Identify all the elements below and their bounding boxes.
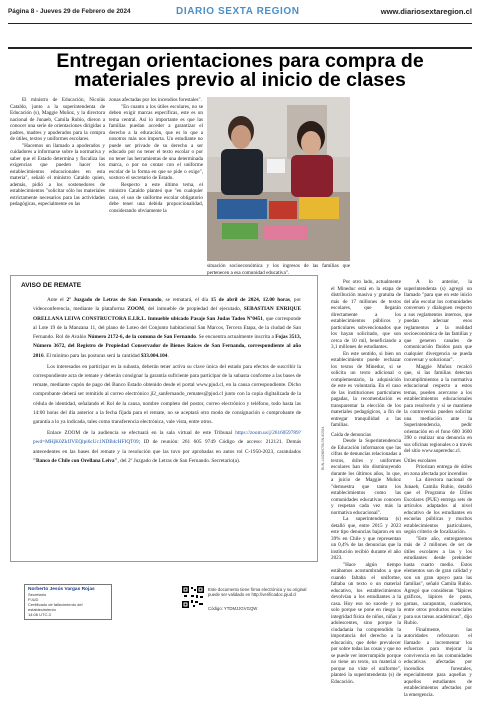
article-column-1	[10, 97, 105, 267]
article-paragraph: Maggie Muñoz recalcó que, si las familias detectan incumplimientos a la normativa educacional respecto a estos temas, pueden acercarse a los establecimientos educacionales para resolverlo y si se mantiene la controversia pueden solicitar una mediación ante la Superintendencia, pedir orientación en el fono 600 3600 390 o realizar una denuncia en sus oficinas regionales o a través del sitio www.supereduc.cl.	[404, 363, 472, 454]
article-paragraph: "En cuanto a los útiles escolares, no se deben exigir marcas específicas, este es un tema central. Así lo importante es que las familias puedan acceder a garantizar el derecho a la educación, que es lo que a nosotros más nos importa. Un estudiante no puede ser privado de su derecho a ser educado por no tener el texto escolar o por no tener las herramientas de una determinada marca, o por no contar con el uniforme escolar de la forma en que se pide o exige", sostuvo el secretario de Estado.	[109, 103, 203, 181]
article-paragraph: A lo anterior, la superintendenta (s) agregó un llamado "para que en este inicio del año escolar los comunidades conversen y dialoguen respecto a sus reglamentos internos, que puedan adecuar esos reglamentos a la realidad socioeconómica de las familias y que generen canales de comunicación fluidos para que cualquier divergencia se pueda conversar y solucionar".	[404, 279, 472, 363]
article-paragraph: El ministro de Educación, Nicolás Cataldo, junto a la superintendenta de Educación (s), Maggie Muñoz, y la directora nacional de Junaeb, Camila Rubio, dieron a conocer una serie de orientaciones dirigidas a padres, madres y apoderados para la compra de útiles, textos y uniformes escolares.	[10, 97, 105, 142]
qr-code-icon	[182, 586, 204, 608]
article-column-4	[404, 279, 472, 698]
notice-body	[33, 296, 301, 468]
article-paragraph: Por otro lado, actualmente el Mineduc está en la etapa de distribución masiva y gratuita de más de 17 millones de textos escolares, que llegarán directamente a los establecimientos públicos y particulares subvencionados que los hayan solicitado, que son cerca de 10 mil, beneficiando a 3,1 millones de estudiantes.	[331, 279, 401, 350]
article-paragraph: Respecto a este último tema, el ministro Cataldo planteó que "en cualquier caso, el uso de uniforme escolar obligatorio debe tener una debida proporcionalidad, considerando obviamente la	[109, 181, 203, 214]
notice-paragraph: Enlace ZOOM de la audiencia se efectuará en la sala virtual de este Tribunal https://zoom.us/j/2616059789?pwd=MHjK0ZkfJVEQlpi6cUc1NDB4cHFIQT09; ID de reunión: 261 605 9749 Código de acceso: 212121. Demás antecedentes en las bases del remate y la resolución que las tuvo por aprobadas en autos rol C-1950-2023, caratulados "Banco de Chile con Orellana Leiva", del 2º Juzgado de Letras de San Fernando. Secretario(a).	[33, 430, 302, 465]
article-paragraph: Priorizan entrega de útiles en zona afectada por incendios	[404, 464, 472, 477]
electronic-signature	[24, 584, 112, 620]
page-header	[8, 5, 472, 21]
signer-note: Certificado de fallecimiento del establecimiento	[28, 602, 83, 612]
signature-validation-note: Este documento tiene firma electrónica y su original puede ser validado en http://verificadoc.pjud.cl	[208, 587, 307, 598]
article-title: Entregan orientaciones para compra de materiales previo al inicio de clases	[56, 50, 424, 91]
signer-time: 14:06 UTC-3	[28, 612, 51, 617]
masthead: DIARIO SEXTA REGION	[176, 6, 300, 17]
article-column-2	[109, 97, 203, 267]
signature-code: Código: YTDMJJGVGQW	[208, 606, 258, 611]
page-info: Página 8 - Jueves 29 de Febrero de 2024	[8, 8, 131, 15]
article-paragraph: La directora nacional de Junaeb, Camila Rubio, detalló que el Programa de Útiles Escolares (PUE) entrega sets de artículos adaptados al nivel educativo de los estudiantes en escuelas públicas y muchos establecimientos particulares, según criterio de focalización.	[404, 477, 472, 535]
title-divider	[8, 47, 472, 49]
article-column-3	[331, 279, 401, 685]
article-subheading: Útiles escolares	[404, 457, 437, 464]
article-paragraph: Desde la Superintendencia de Educación informaron que las cifras de denuncias relacionadas a textos, útiles y uniformes escolares han ido disminuyendo durante los últimos años, lo que, a juicio de Maggie Muñoz "demuestra que tanto los establecimientos como las comunidades educativas conocen y respetan cada vez más la normativa educacional".	[331, 438, 401, 516]
signer-court: PJUD	[28, 597, 39, 602]
article-paragraph: En este sentido, si bien un establecimiento puede rechazar los textos de Mineduc, si se solicita un texto adicional o complementario, la adquisición de este es voluntaria. En el caso de las instituciones particulares pagadas, la recomendación es transparentar la elección de los materiales pedagógicos, a fin de entregar tranquilidad a las familias.	[331, 350, 401, 428]
signer-role: Secretario	[28, 592, 47, 597]
article-photo	[207, 97, 350, 261]
signer-name: Norberto Jesús Vargas Rojas	[28, 587, 95, 592]
article-paragraph: Finalmente, las autoridades reforzaron el llamado a incrementar los esfuerzos para mejorar la convivencia en las comunidades educativas afectadas por incendios forestales, especialmente para aquellas y aquellos estudiantes de establecimientos afectados por la emergencia.	[404, 626, 472, 698]
article-paragraph: "Hace algún tiempo estábamos acostumbrados a que cuando faltaba el uniforme, faltaba un texto o un material educativo, los establecimientos devolvían a los estudiantes a la casa. Hoy eso no sucede y no solo porque se pone en riesgo la integridad física de niños, niñas y adolescentes, sino porque la ciudadanía ha comprendido la importancia del derecho a la educación, que debe prevalecer por sobre todas las cosas y que no se puede ver interrumpido porque no tiene un texto, un material o porque no viste el uniforme", planteó la superintendenta (s) de Educación.	[331, 561, 401, 685]
notice-title: AVISO DE REMATE	[21, 282, 82, 289]
header-divider	[8, 23, 472, 24]
article-paragraph: situación socioeconómica y los ingresos de las familias que pertenecen a esa comunidad educativa".	[207, 263, 350, 276]
zoom-link[interactable]: https://zoom.us/j/2616059789?pwd=MHjK0ZkfJVEQlpi6cUc1NDB4cHFIQT09	[33, 430, 301, 446]
article-subheading: Caída de denuncias	[331, 431, 371, 438]
article-paragraph: "Este año, entregaremos más de 2 millones de set de útiles escolares a las y los estudiantes desde prekínder hasta cuarto medio. Estos elementos son de gran calidad y son un gran apoyo para las familias", señaló Camila Rubio. Agregó que consideran "lápices gráficos, lápices de pasta, gomas, sacapuntas, cuadernos, entre otros productos esenciales para sus tareas académicas", dijo Rubio.	[404, 535, 472, 626]
article-paragraph: La superintendenta (s) detalló que, entre 2015 y 2023 este tipo denuncias bajaron en un 39% en Chile y que representan un 0,4% de las denuncias que la institución recibió durante el año 2023.	[331, 516, 401, 561]
article-paragraph: zonas afectadas por los incendios forestales".	[109, 97, 202, 103]
auction-notice	[10, 275, 318, 562]
vertical-reference: RUN-1442689709-SN-8/2024	[321, 426, 325, 470]
website-link[interactable]: www.diariosextaregion.cl	[380, 7, 472, 16]
notice-paragraph: Ante el 2º Juzgado de Letras de San Fernando, se rematará, el día 15 de abril de 2024, 12.00 horas, por videoconferencia, mediante la plataforma ZOOM, del inmueble de propiedad del ejecutado, SEBASTIAN ENRIQUE ORELLANA LEIVA CONSTRUCTORA E.I.R.L. Inmueble ubicado Pasaje San Judas Tadeo Nº0451, que corresponde al Lote 19 de la Manzana 11, del plano de Loteo del Conjunto habitacional San Marcos, Tercera Etapa, de la ciudad de San Fernando. Rol de Avalúo Número 2172-6, de la comuna de San Fernando. Se encuentra actualmente inscrita a Fojas 3513, Número 3672, del Registro de Propiedad Conservador de Bienes Raíces de San Fernando, correspondiente al año 2016. El mínimo para las posturas será la cantidad $33.004.104.	[33, 297, 302, 359]
notice-paragraph: Los interesados en participar en la subasta, deberán tener activa su clave única del estado para efectos de suscribir la correspondiente acta de remate y deberán consignar la garantía suficiente para participar de la subasta conforme a las bases de remate, mediante cupón de pago del Banco Estado obtenido desde el portal www.pjud.cl, en la causa correspondiente. Dicho comprobante deberá ser remitido al correo electrónico jl2_sanfernando_remates@pjud.cl junto con la copia digitalizada de la cédula de identidad, señalando el Rol de la causa, nombre completo del postor, correo electrónico y teléfono, todo hasta las 14:00 horas del día anterior a la fecha fijada para el remate, no se aceptará otro modo de consignación o comprobante de garantía a lo ya indicada, tales como transferencia electrónica, vale vista, entre otros.	[33, 363, 301, 426]
article-paragraph: "Hacemos un llamado a apoderados y cuidadores a informarse sobre la normativa y saber que el Estado determina y fiscaliza las exigencias que pueden hacer los establecimientos educacionales en esta materia", señaló el ministro Cataldo quien, además, pidió a los sostenedores de establecimientos "solicitar sólo los materiales estrictamente necesarios para las actividades pedagógicas, especialmente en las	[10, 142, 105, 207]
